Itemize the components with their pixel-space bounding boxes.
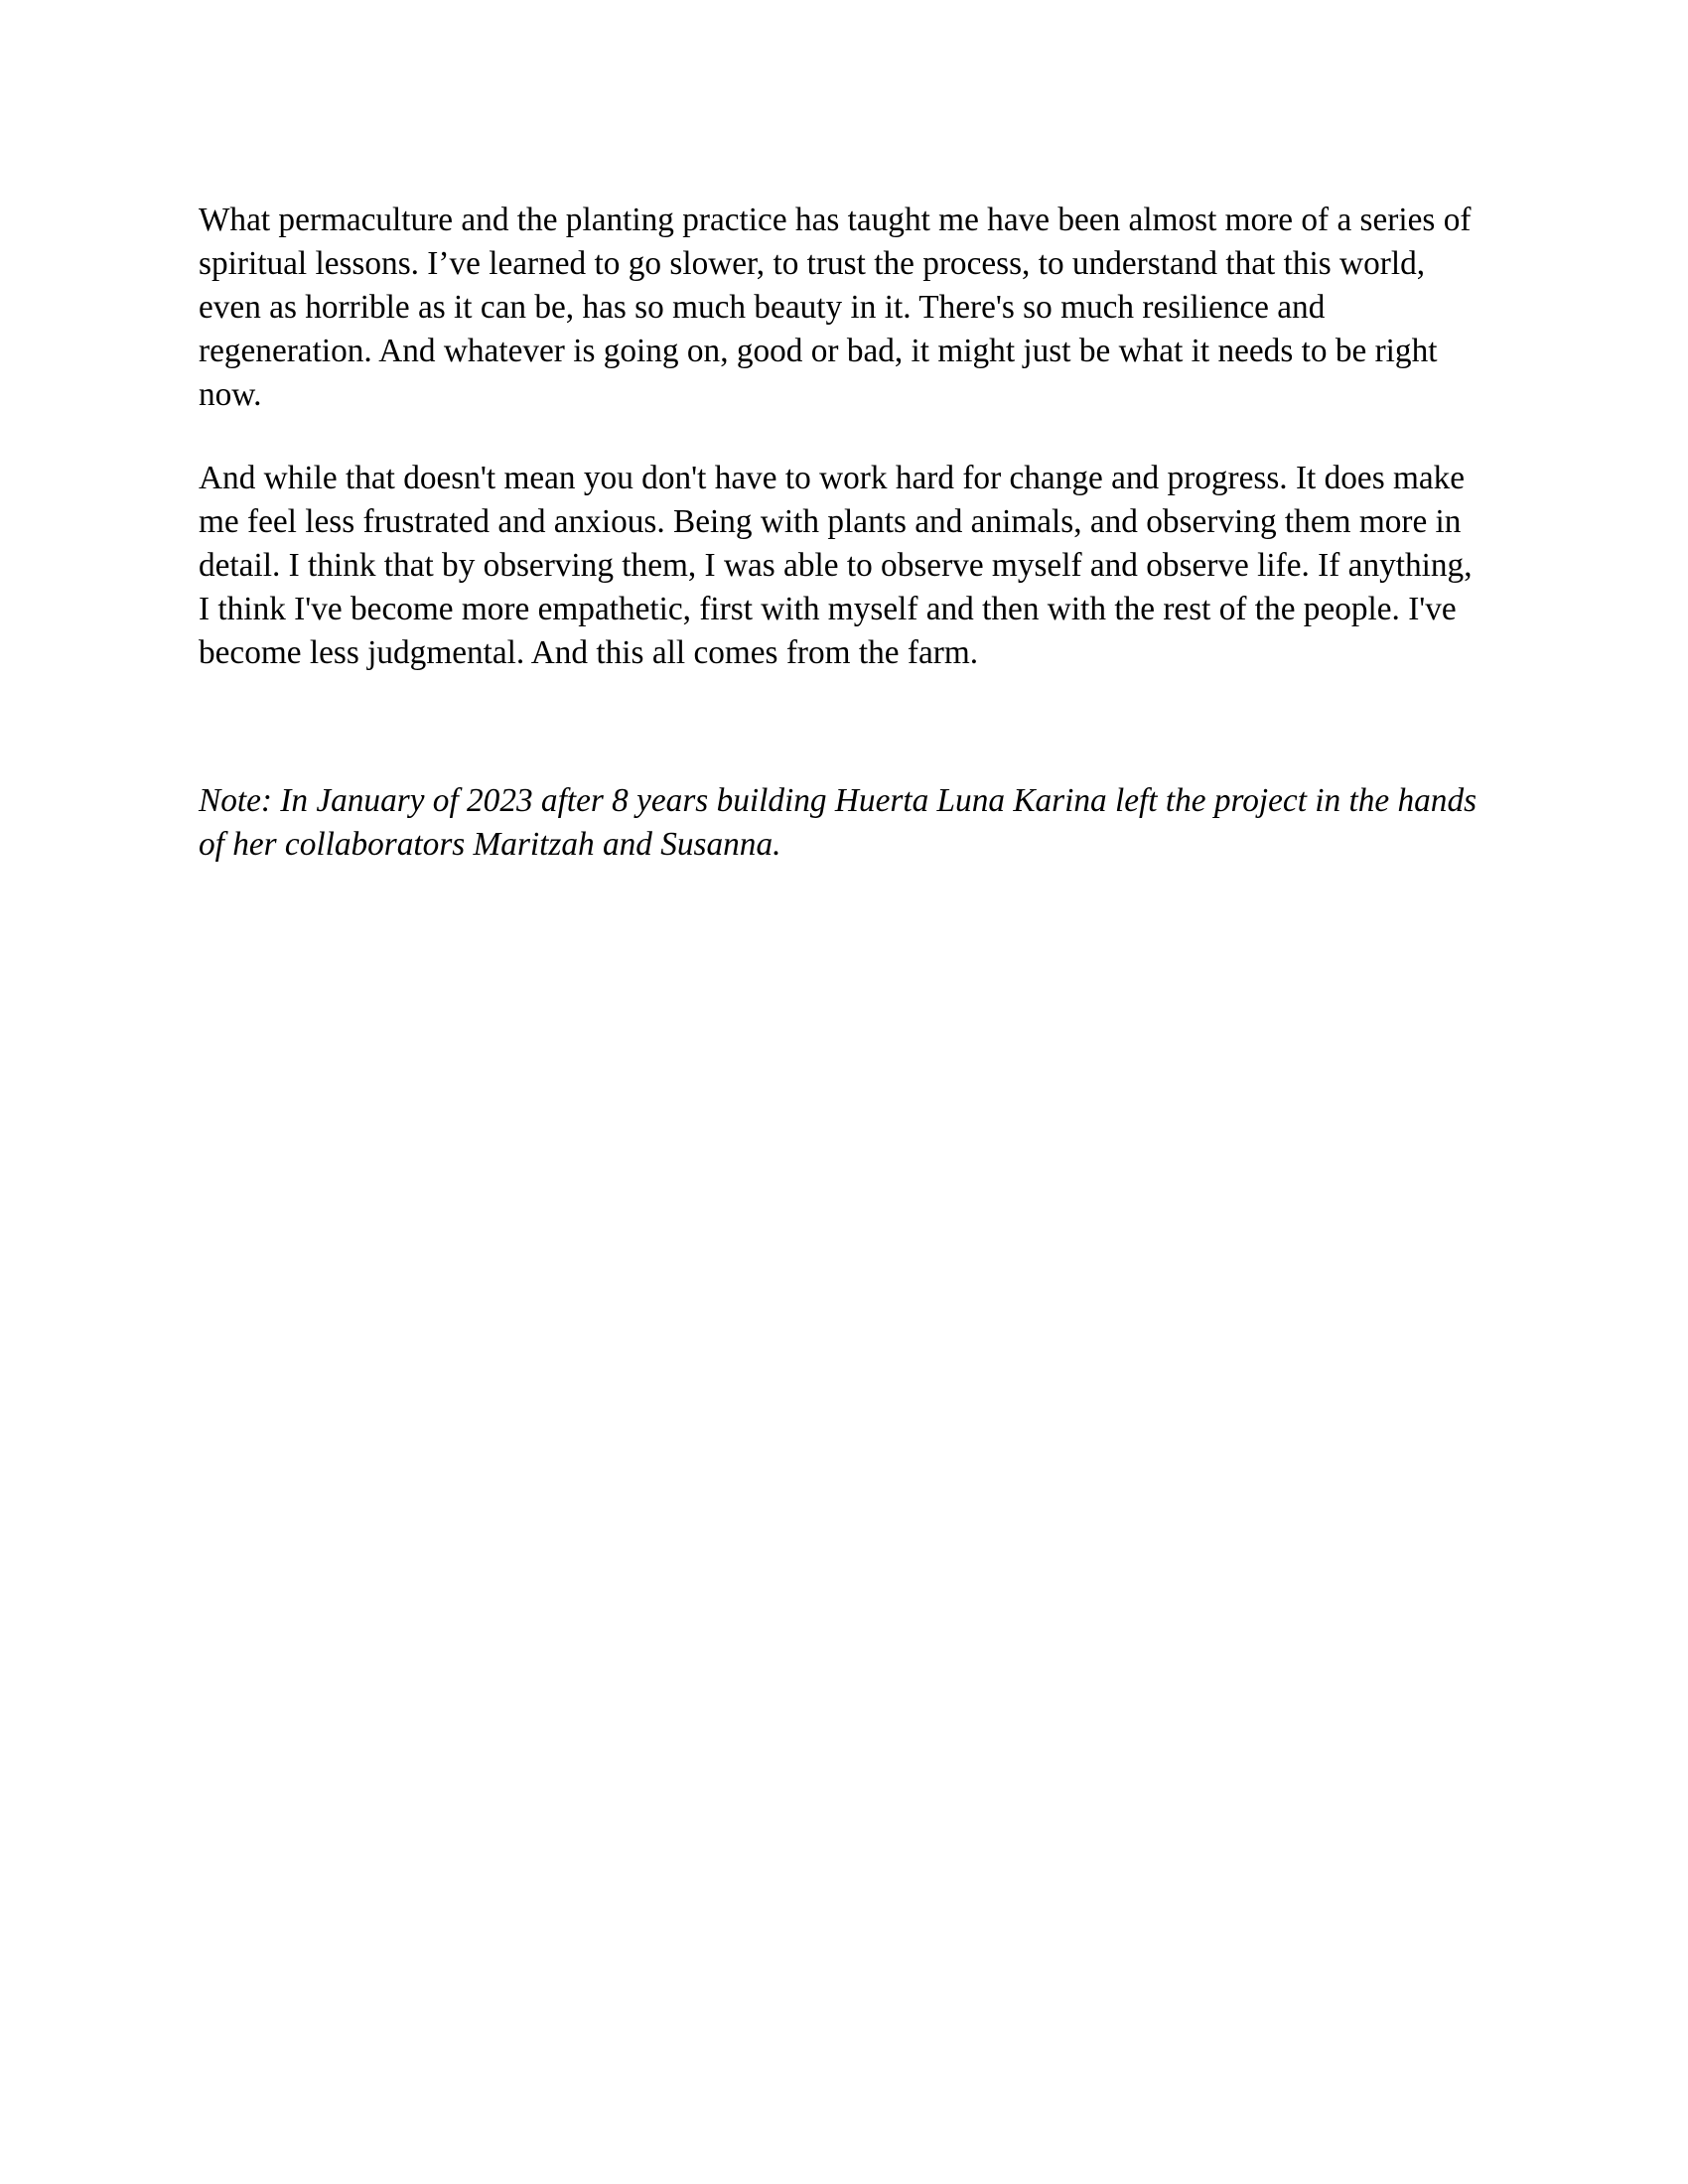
paragraph-2-line-4: I think I've become more empathetic, first with myself and then with the rest of the people. I've — [199, 591, 1457, 627]
paragraph-2-line-2: me feel less frustrated and anxious. Being with plants and animals, and observing them more in — [199, 503, 1462, 540]
paragraph-1-line-1: What permaculture and the planting practice has taught me have been almost more of a series of — [199, 202, 1472, 238]
paragraph-1-line-5: now. — [199, 376, 262, 413]
note-line-2: of her collaborators Maritzah and Susanna. — [199, 826, 781, 863]
paragraph-change-and-progress — [199, 457, 1529, 675]
paragraph-1-line-3: even as horrible as it can be, has so much beauty in it. There's so much resilience and — [199, 289, 1326, 326]
paragraph-1-line-2: spiritual lessons. I’ve learned to go slower, to trust the process, to understand that this world, — [199, 245, 1426, 282]
paragraph-permaculture-lessons — [199, 199, 1529, 417]
paragraph-1-line-4: regeneration. And whatever is going on, good or bad, it might just be what it needs to be right — [199, 333, 1438, 369]
note-line-1: Note: In January of 2023 after 8 years building Huerta Luna Karina left the project in the hands — [199, 782, 1477, 819]
paragraph-note-italic — [199, 779, 1529, 867]
paragraph-2-line-5: become less judgmental. And this all comes from the farm. — [199, 634, 979, 671]
paragraph-2-line-1: And while that doesn't mean you don't have to work hard for change and progress. It does make — [199, 460, 1466, 496]
paragraph-2-line-3: detail. I think that by observing them, I was able to observe myself and observe life. If anything, — [199, 547, 1473, 584]
text-content — [199, 199, 1529, 867]
